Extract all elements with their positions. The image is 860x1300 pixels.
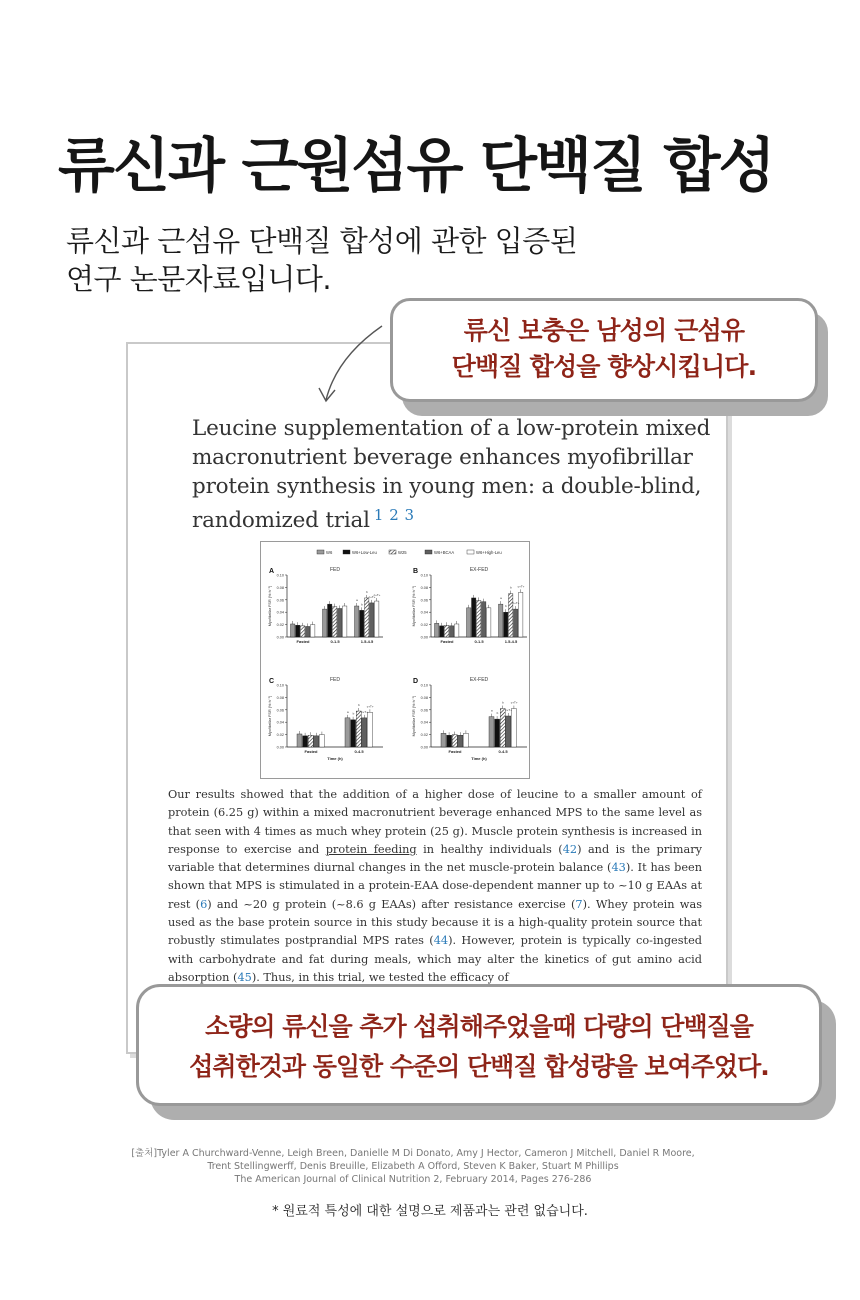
bar <box>435 623 439 637</box>
x-tick-label: Fasted <box>296 639 310 644</box>
y-axis-label: Myofibrillar FSR (%·h⁻¹) <box>412 585 416 627</box>
callout-bottom <box>136 984 822 1106</box>
subtitle-line: 류신과 근섬유 단백질 합성에 관한 입증된 <box>66 224 578 258</box>
bar <box>514 609 518 637</box>
data-label: b <box>358 703 360 708</box>
bar <box>477 600 481 637</box>
bar <box>458 735 463 747</box>
y-tick-label: 0.04 <box>276 720 284 725</box>
body-text: Our results showed that the addition of a higher dose of leucine to a smaller amount of protein (6.25 g) within a mixed macronutrient beverage enhanced MPS to the same level as that seen with 4 times as much whey protein (25 g). Muscle protein synthesis is increased in response to exercise and <box>168 788 702 856</box>
disclaimer: * 원료적 특성에 대한 설명으로 제품과는 관련 없습니다. <box>272 1204 588 1219</box>
bar <box>306 626 310 637</box>
y-tick-label: 0.02 <box>420 733 428 738</box>
y-tick-label: 0.08 <box>276 695 284 700</box>
bar <box>303 736 308 747</box>
y-tick-label: 0.08 <box>420 585 428 590</box>
bar <box>333 607 337 637</box>
data-label: c+T+ <box>373 593 381 598</box>
bar <box>467 608 471 637</box>
y-tick-label: 0.08 <box>276 585 284 590</box>
data-label: a <box>500 596 502 601</box>
bar <box>343 606 347 637</box>
y-tick-label: 0.06 <box>420 708 428 713</box>
source-line: Trent Stellingwerff, Denis Breuille, Elizabeth A Offord, Steven K Baker, Stuart M Phillips <box>207 1161 619 1172</box>
data-label: c+T+ <box>368 594 376 599</box>
legend-swatch <box>467 550 474 554</box>
page-title: 류신과 근원섬유 단백질 합성 <box>58 131 774 200</box>
paper-title <box>192 414 712 535</box>
panel-title: FED <box>330 567 340 573</box>
y-tick-label: 0.06 <box>276 708 284 713</box>
pointer-arrow-icon <box>316 322 396 412</box>
data-label: a <box>346 709 349 714</box>
body-text: in healthy individuals ( <box>416 842 563 856</box>
bar <box>495 719 500 747</box>
body-text: ). It has been shown that MPS is stimulated in a protein-EAA dose-dependent manner up to ~10 g EAAs at rest ( <box>168 861 702 911</box>
panel-title: EX-FED <box>469 567 489 573</box>
y-axis-label: Myofibrillar FSR (%·h⁻¹) <box>268 585 272 627</box>
y-tick-label: 0.04 <box>276 610 284 615</box>
bar <box>338 608 342 637</box>
bar <box>445 625 449 637</box>
legend-label: W6+Low-Leu <box>352 550 377 555</box>
paper-excerpt <box>126 342 728 1054</box>
bar <box>355 606 359 637</box>
paper-refs <box>374 506 420 524</box>
ref-link[interactable]: 44 <box>433 934 449 948</box>
ref-link[interactable]: 45 <box>237 970 252 984</box>
body-text: ) and ~20 g protein (~8.6 g EAAs) after resistance exercise ( <box>207 897 576 911</box>
panel-letter: C <box>269 678 275 685</box>
y-tick-label: 0.00 <box>276 745 284 750</box>
body-link[interactable]: protein feeding <box>325 842 417 856</box>
subtitle-line: 연구 논문자료입니다. <box>66 262 332 296</box>
ref-link[interactable]: 6 <box>200 897 208 911</box>
bar <box>351 720 356 747</box>
x-tick-label: 1.5-4.5 <box>504 639 518 644</box>
bar <box>375 601 379 637</box>
legend-label: W6+BCAA <box>434 550 455 555</box>
bar <box>441 733 446 747</box>
y-tick-label: 0.10 <box>276 683 284 688</box>
data-label: a <box>356 598 358 602</box>
data-label: c+T+ <box>517 584 525 589</box>
x-tick-label: 0-1.5 <box>474 639 484 644</box>
bar <box>487 608 491 637</box>
bar <box>482 602 486 637</box>
panel-letter: B <box>413 568 419 575</box>
legend-label: W6 <box>326 550 333 555</box>
callout-line: 섭취한것과 동일한 수준의 단백질 합성량을 보여주었다. <box>189 1052 769 1081</box>
bar <box>511 709 516 747</box>
legend-label: W25 <box>398 550 407 555</box>
data-label: c+T+ <box>510 700 518 705</box>
y-tick-label: 0.06 <box>420 598 428 603</box>
y-tick-label: 0.00 <box>276 635 284 640</box>
data-label: b <box>505 604 507 609</box>
bar <box>500 709 505 747</box>
legend-label: W6+High-Leu <box>476 550 502 555</box>
callout-line: 류신 보충은 남성의 근섬유 <box>463 316 745 345</box>
bar <box>463 733 468 747</box>
y-tick-label: 0.02 <box>276 733 284 738</box>
y-tick-label: 0.00 <box>420 745 428 750</box>
data-label: c+T+ <box>361 709 369 714</box>
data-label: c+T+ <box>366 704 374 709</box>
bar <box>319 735 324 747</box>
bar <box>499 604 503 637</box>
y-tick-label: 0.02 <box>276 623 284 628</box>
callout-line: 단백질 합성을 향상시킵니다. <box>451 352 757 381</box>
bar <box>367 712 372 747</box>
y-tick-label: 0.10 <box>420 683 428 688</box>
y-tick-label: 0.08 <box>420 695 428 700</box>
x-axis-label: Time (h) <box>327 756 343 761</box>
bar <box>472 598 476 637</box>
bar <box>519 592 523 637</box>
ref-link[interactable]: 42 <box>562 842 578 856</box>
data-label: b <box>352 711 355 716</box>
bar <box>323 609 327 637</box>
x-tick-label: Fasted <box>304 749 318 754</box>
paper-figure <box>260 541 530 779</box>
data-label: c+T+ <box>512 601 520 606</box>
bar <box>504 612 508 637</box>
data-label: b <box>496 711 499 716</box>
bar <box>506 716 511 747</box>
bar <box>370 603 374 637</box>
bar <box>356 711 361 747</box>
source-citation <box>100 1147 726 1186</box>
paper-body <box>168 786 702 987</box>
ref-link[interactable]: 7 <box>575 897 583 911</box>
y-tick-label: 0.10 <box>420 573 428 578</box>
y-tick-label: 0.04 <box>420 610 428 615</box>
bar <box>362 718 367 747</box>
data-label: b <box>361 602 363 607</box>
y-tick-label: 0.02 <box>420 623 428 628</box>
bar <box>345 718 350 747</box>
bar <box>365 598 369 637</box>
bar <box>489 717 494 747</box>
source-line: The American Journal of Clinical Nutrition 2, February 2014, Pages 276-286 <box>234 1174 592 1185</box>
panel-letter: A <box>269 568 275 575</box>
data-label: a <box>490 708 493 713</box>
body-text: ). Whey protein was used as the base protein source in this study because it is a high-quality protein source that robustly stimulates postprandial MPS rates ( <box>168 897 702 948</box>
x-axis-label: Time (h) <box>471 756 487 761</box>
y-axis-label: Myofibrillar FSR (%·h⁻¹) <box>268 695 272 737</box>
y-tick-label: 0.10 <box>276 573 284 578</box>
bar <box>296 625 300 637</box>
x-tick-label: 1.5-4.5 <box>360 639 374 644</box>
x-tick-label: 0-1.5 <box>330 639 340 644</box>
ref-link[interactable]: 3 <box>404 506 414 524</box>
x-tick-label: 0-4.5 <box>498 749 508 754</box>
bar-chart <box>261 542 531 780</box>
legend-swatch <box>343 550 350 554</box>
y-tick-label: 0.00 <box>420 635 428 640</box>
panel-title: EX-FED <box>469 677 489 683</box>
legend-swatch <box>317 550 324 554</box>
data-label: b <box>502 700 504 705</box>
x-tick-label: Fasted <box>448 749 462 754</box>
bar <box>360 610 364 637</box>
panel-letter: D <box>413 678 419 685</box>
body-text: ). Thus, in this trial, we tested the efficacy of <box>251 970 509 984</box>
data-label: b <box>510 585 512 590</box>
ref-link[interactable]: 43 <box>611 861 626 875</box>
bar <box>450 626 454 637</box>
body-text: ) and is the primary variable that determines diurnal changes in the net muscle-protein balance ( <box>168 842 702 875</box>
bar <box>297 734 302 747</box>
bar <box>328 604 332 637</box>
ref-link[interactable]: 2 <box>389 506 399 524</box>
x-tick-label: Fasted <box>440 639 454 644</box>
bar <box>447 735 452 747</box>
bar <box>455 624 459 637</box>
source-line: [출처]Tyler A Churchward-Venne, Leigh Breen, Danielle M Di Donato, Amy J Hector, Cameron J Mitchell, Daniel R Moore, <box>131 1148 695 1159</box>
data-label: c+T+ <box>505 708 513 712</box>
bar <box>314 736 319 747</box>
bar <box>301 626 305 637</box>
bar <box>291 624 295 637</box>
y-tick-label: 0.04 <box>420 720 428 725</box>
body-text: ). However, protein is typically co-ingested with carbohydrate and fat during meals, which may alter the kinetics of gut amino acid absorption ( <box>168 934 702 984</box>
legend-swatch <box>389 550 396 554</box>
legend-swatch <box>425 550 432 554</box>
paper-title-text: Leucine supplementation of a low-protein mixed macronutrient beverage enhances myofibrillar protein synthesis in young men: a double-blind, randomized trial <box>192 416 711 533</box>
page-subtitle <box>66 222 577 298</box>
bar <box>440 626 444 637</box>
y-axis-label: Myofibrillar FSR (%·h⁻¹) <box>412 695 416 737</box>
bar <box>311 625 315 637</box>
callout-line: 소량의 류신을 추가 섭취해주었을때 다량의 단백질을 <box>205 1012 753 1041</box>
callout-top <box>390 298 818 402</box>
data-label: b <box>366 589 368 594</box>
ref-link[interactable]: 1 <box>373 506 384 524</box>
bar <box>452 735 457 747</box>
y-tick-label: 0.06 <box>276 598 284 603</box>
bar <box>308 735 313 747</box>
x-tick-label: 0-4.5 <box>354 749 364 754</box>
panel-title: FED <box>330 677 340 683</box>
